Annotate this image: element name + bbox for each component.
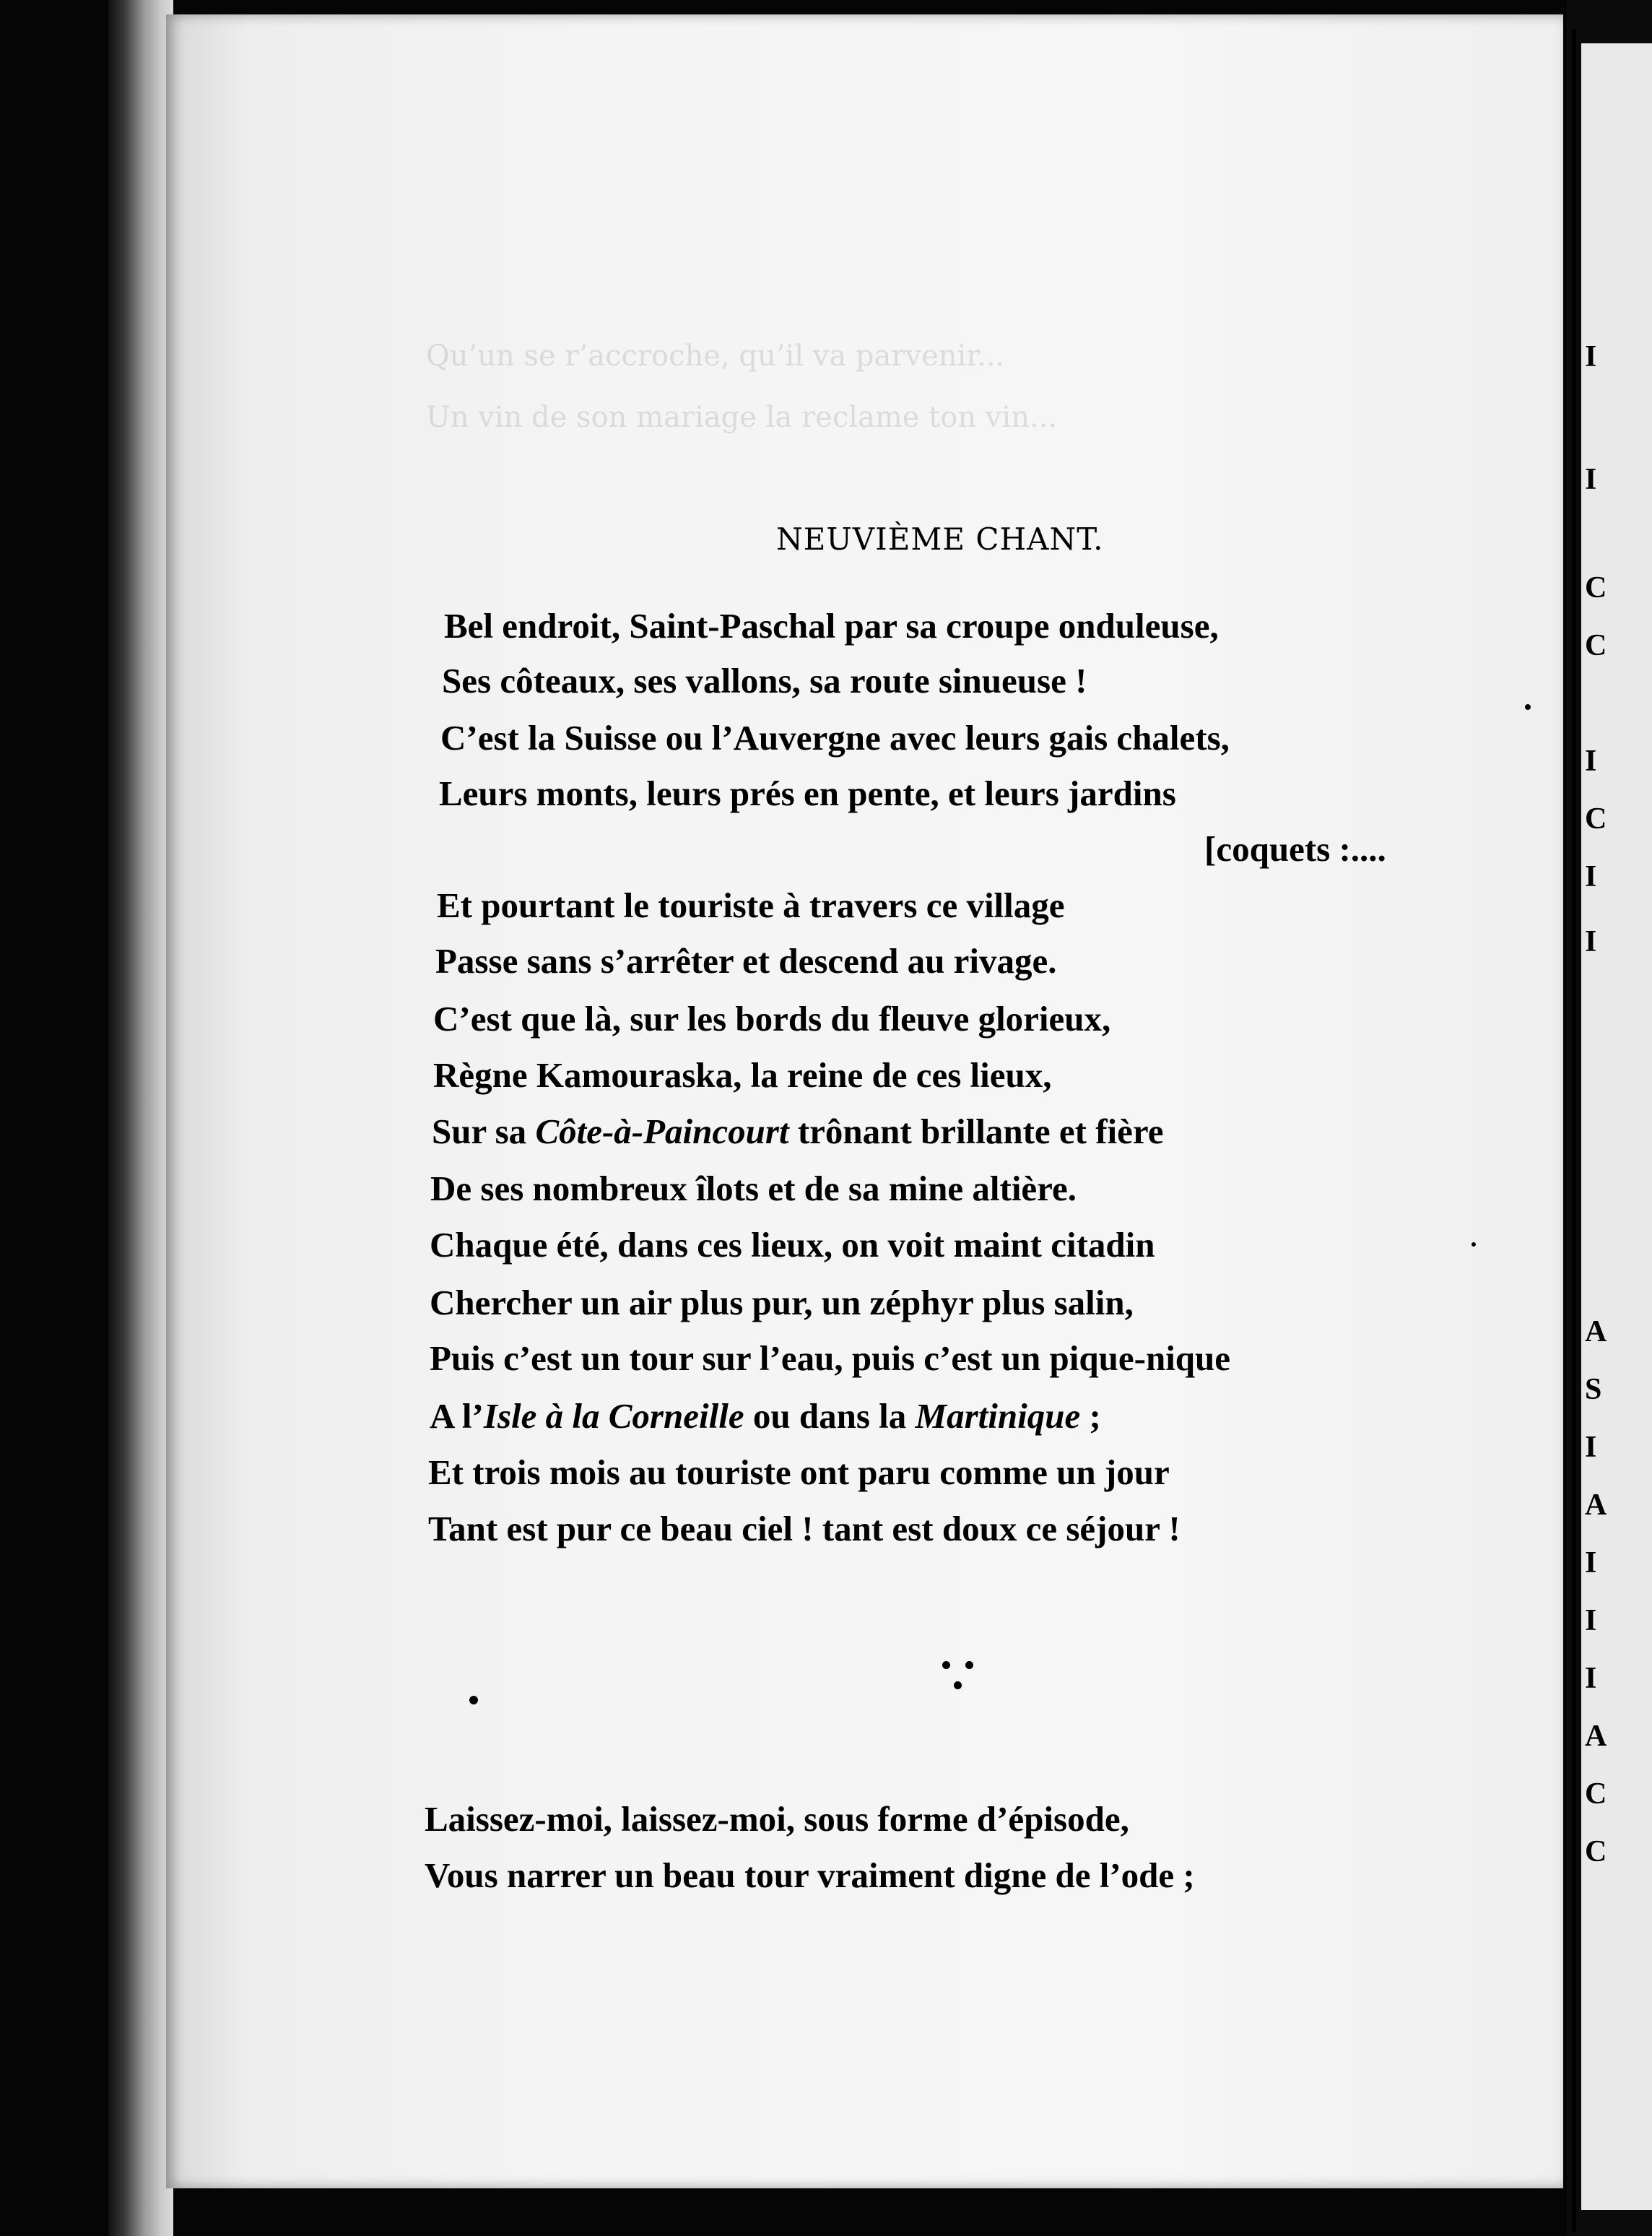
adjacent-page-letter: C [1585, 571, 1607, 604]
chapter-heading: NEUVIÈME CHANT. [776, 521, 1104, 557]
section-ornament [942, 1661, 977, 1696]
adjacent-page-letter: I [1585, 340, 1597, 373]
verse-line: De ses nombreux îlots et de sa mine altière. [430, 1169, 1077, 1208]
verse-line: Chercher un air plus pur, un zéphyr plus salin, [430, 1283, 1134, 1322]
verse-line: Puis c’est un tour sur l’eau, puis c’est un pique-nique [430, 1338, 1231, 1378]
verse-line: Et trois mois au touriste ont paru comme un jour [428, 1452, 1170, 1492]
adjacent-page-letter: I [1585, 745, 1597, 778]
verse-text: trônant brillante et fière [788, 1112, 1164, 1151]
adjacent-page-letter: C [1585, 629, 1607, 662]
verse-line [432, 1111, 1164, 1152]
adjacent-page-letter: A [1585, 1720, 1607, 1753]
verse-line [430, 1395, 1101, 1436]
verse-line: Laissez-moi, laissez-moi, sous forme d’épisode, [425, 1799, 1129, 1839]
verse-line: C’est la Suisse ou l’Auvergne avec leurs gais chalets, [440, 718, 1230, 758]
verse-line: Bel endroit, Saint-Paschal par sa croupe onduleuse, [444, 606, 1219, 646]
verse-line: Vous narrer un beau tour vraiment digne de l’ode ; [425, 1855, 1195, 1895]
verse-text: ou dans la [744, 1396, 916, 1436]
ink-speck [1525, 704, 1531, 710]
adjacent-page-letter: I [1585, 860, 1597, 893]
verse-line: Leurs monts, leurs prés en pente, et leurs jardins [439, 774, 1176, 813]
book-binding [108, 0, 173, 2236]
adjacent-page-letter: S [1585, 1373, 1602, 1406]
adjacent-page-letter: C [1585, 1777, 1607, 1811]
adjacent-page-letter: I [1585, 1662, 1597, 1695]
adjacent-page-letter: C [1585, 802, 1607, 836]
verse-line: C’est que là, sur les bords du fleuve glorieux, [433, 999, 1111, 1039]
adjacent-page-letter: A [1585, 1488, 1607, 1522]
verse-line: Passe sans s’arrêter et descend au rivage. [435, 941, 1057, 981]
ink-speck [1471, 1242, 1476, 1247]
verse-line: Tant est pur ce beau ciel ! tant est doux ce séjour ! [428, 1509, 1181, 1548]
adjacent-page-letter: I [1585, 1604, 1597, 1637]
verse-line: Règne Kamouraska, la reine de ces lieux, [433, 1055, 1052, 1095]
place-name-italic: Côte-à-Paincourt [535, 1112, 789, 1151]
adjacent-page-letter: I [1585, 1431, 1597, 1464]
adjacent-page-letter: I [1585, 1546, 1597, 1580]
ornament-dot [942, 1661, 950, 1669]
page-gutter-line [1572, 29, 1576, 2232]
verse-line: Ses côteaux, ses vallons, sa route sinueuse ! [442, 661, 1087, 701]
ornament-dot [965, 1661, 973, 1669]
verse-line-continuation: [coquets :.... [1204, 829, 1386, 869]
bleed-through-line: Un vin de son mariage la reclame ton vin... [426, 401, 1058, 434]
verse-line: Chaque été, dans ces lieux, on voit maint citadin [430, 1225, 1155, 1265]
ornament-dot [954, 1681, 962, 1689]
verse-text: ; [1080, 1396, 1101, 1436]
adjacent-page-letter: I [1585, 925, 1597, 958]
verse-text: A l’ [430, 1396, 484, 1436]
adjacent-page-letter: C [1585, 1835, 1607, 1868]
adjacent-page-letter: A [1585, 1315, 1607, 1348]
verse-line: Et pourtant le touriste à travers ce village [437, 885, 1065, 925]
place-name-italic: Martinique [915, 1396, 1081, 1436]
verse-text: Sur sa [432, 1112, 536, 1151]
ink-speck [469, 1696, 478, 1704]
adjacent-page-letter: I [1585, 463, 1597, 496]
place-name-italic: Isle à la Corneille [483, 1396, 744, 1436]
bleed-through-line: Qu’un se r’accroche, qu’il va parvenir... [426, 339, 1005, 373]
